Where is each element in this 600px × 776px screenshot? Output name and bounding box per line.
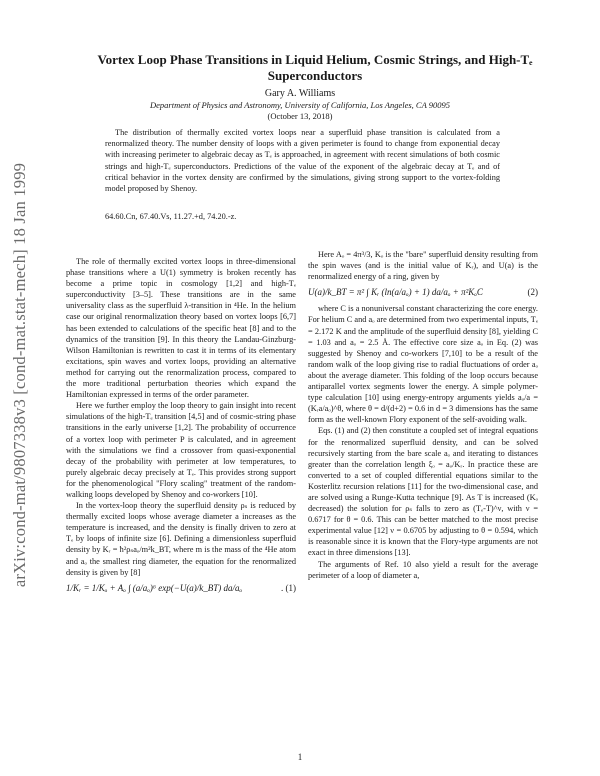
equation-2-number: (2) (527, 287, 538, 298)
right-column (308, 249, 538, 581)
left-column (66, 256, 296, 599)
author-name: Gary A. Williams (264, 88, 336, 99)
equation-1-number: . (1) (281, 582, 296, 593)
date: (October 13, 2018) (267, 111, 333, 121)
pacs-codes: 64.60.Cn, 67.40.Vs, 11.27.+d, 74.20.-z. (105, 212, 237, 221)
abstract: The distribution of thermally excited vortex loops near a superfluid phase transition is calculated from a renormalized theory. The number density of loops with a given perimeter is found to change from exponential decay with increasing perimeter to algebraic decay as Tₑ is approached, in agreement with recent simulations of both cosmic strings and high-Tₑ superconductors. Predictions of the value of the exponent of the algebraic decay at Tₑ and of critical behavior in the vortex density are confirmed by the simulations, giving strong support to the vortex-folding model proposed by Shenoy. (105, 128, 500, 194)
paragraph: where C is a nonuniversal constant characterizing the core energy. For helium C and aₒ are determined from two experimental inputs, Tₑ = 2.172 K and the amplitude of the superfluid density [8], yielding C = 1.03 and aₒ = 2.5 Å. The effective core size aₒ in Eq. (2) was suggested by Shenoy and co-workers [7,10] to be a result of the random walk of the loop giving rise to radial fluctuations of order aₒ about the average diameter. This folding of the loop occurs because antiparallel vortex segments lower the energy. A simple polymer-type calculation [10] using energy-entropy arguments yields aₒ/a = (Kᵣa/aₒ)^θ, where θ = d/(d+2) = 0.6 in d = 3 dimensions has the same form as the well-known Flory exponent of the self-avoiding walk. (308, 304, 538, 425)
arxiv-identifier-sidebar (8, 95, 32, 655)
paper-title: Vortex Loop Phase Transitions in Liquid Helium, Cosmic Strings, and High-Tₑ Superconductors (97, 52, 533, 83)
paragraph: The arguments of Ref. 10 also yield a result for the average perimeter of a loop of diameter a, (308, 559, 538, 580)
equation-1 (66, 583, 296, 594)
equation-2-body: U(a)/k_BT = π² ∫ Kᵣ (ln(a/aₒ) + 1) da/aₒ + π²KₒC (308, 287, 483, 298)
paragraph: The role of thermally excited vortex loops in three-dimensional phase transitions where a U(1) symmetry is broken recently has become a prime topic in cosmology [1,2] and high-Tₑ superconductivity [3–5]. These transitions are in the same universality class as the superfluid λ-transition in ⁴He. In the helium case our original renormalization theory based on vortex loops [6,7] has been extended to calculations of the specific heat [8] and to the dynamics of the transition [9]. In this theory the Landau-Ginzburg-Wilson Hamiltonian is rewritten to cast it in terms of its elementary excitations, spin waves and vortex loops, providing an alternative method for carrying out the renormalization process, compared to the more traditional perturbation theories which expand the Hamiltonian expressed in terms of the order parameter. (66, 257, 296, 400)
paragraph: In the vortex-loop theory the superfluid density ρₛ is reduced by thermally excited loops whose average diameter a increases as the temperature is increased, and the density is finally driven to zero at Tₑ by loops of infinite size [6]. Defining a dimensionless superfluid density by Kᵣ = ħ²ρₛaₒ/m²k_BT, where m is the mass of the ⁴He atom and aₒ the smallest ring diameter, the equation for the renormalized density is given by [8] (66, 501, 296, 577)
paragraph: Here we further employ the loop theory to gain insight into recent simulations of the high-Tₑ transition [4,5] and of cosmic-string phase transitions in the early universe [1,2]. The probability of occurrence of a vortex loop with perimeter P is calculated, and in agreement with the simulations we find a crossover from quasi-exponential decay of the probability with perimeter at low temperatures, to purely algebraic decay precisely at Tₑ. This provides strong support for the phenomenological "Flory scaling" treatment of the random-walking loops developed by Shenoy and co-workers [10]. (66, 401, 296, 499)
affiliation: Department of Physics and Astronomy, University of California, Los Angeles, CA 90095 (149, 100, 450, 110)
equation-2 (308, 287, 538, 298)
page-number: 1 (297, 752, 303, 762)
paragraph: Here Aₒ = 4π³/3, Kₒ is the "bare" superfluid density resulting from the spin waves (and is the initial value of Kᵣ), and U(a) is the renormalized energy of a ring, given by (308, 250, 538, 282)
paragraph: Eqs. (1) and (2) then constitute a coupled set of integral equations for the renormalized superfluid density, and can be solved recursively starting from the bare scale aₒ and iterating to distances greater than the correlation length ξₒ = aₒ/Kᵣ. In practice these are converted to a set of coupled differential equations similar to the Kosterlitz recursion relations [11] for the two-dimensional case, and are solved using a Runge-Kutta technique [9]. As T is increased (Kₒ decreased) the solution for ρₛ falls to zero as (Tₑ-T)^ν, with ν = 0.6717 for θ = 0.6. This can be better matched to the most precise experimental value [12] ν = 0.6705 by adjusting to θ = 0.594, which is reasonable since it is known that the Flory-type arguments are not exact in three dimensions [13]. (308, 426, 538, 558)
arxiv-id-text: arXiv:cond-mat/9807338v3 [cond-mat.stat-mech] 18 Jan 1999 (10, 162, 29, 588)
equation-1-body: 1/Kᵣ = 1/Kₒ + Aₒ ∫ (a/aₒ)⁶ exp(−U(a)/k_BT) da/aₒ (66, 582, 243, 593)
